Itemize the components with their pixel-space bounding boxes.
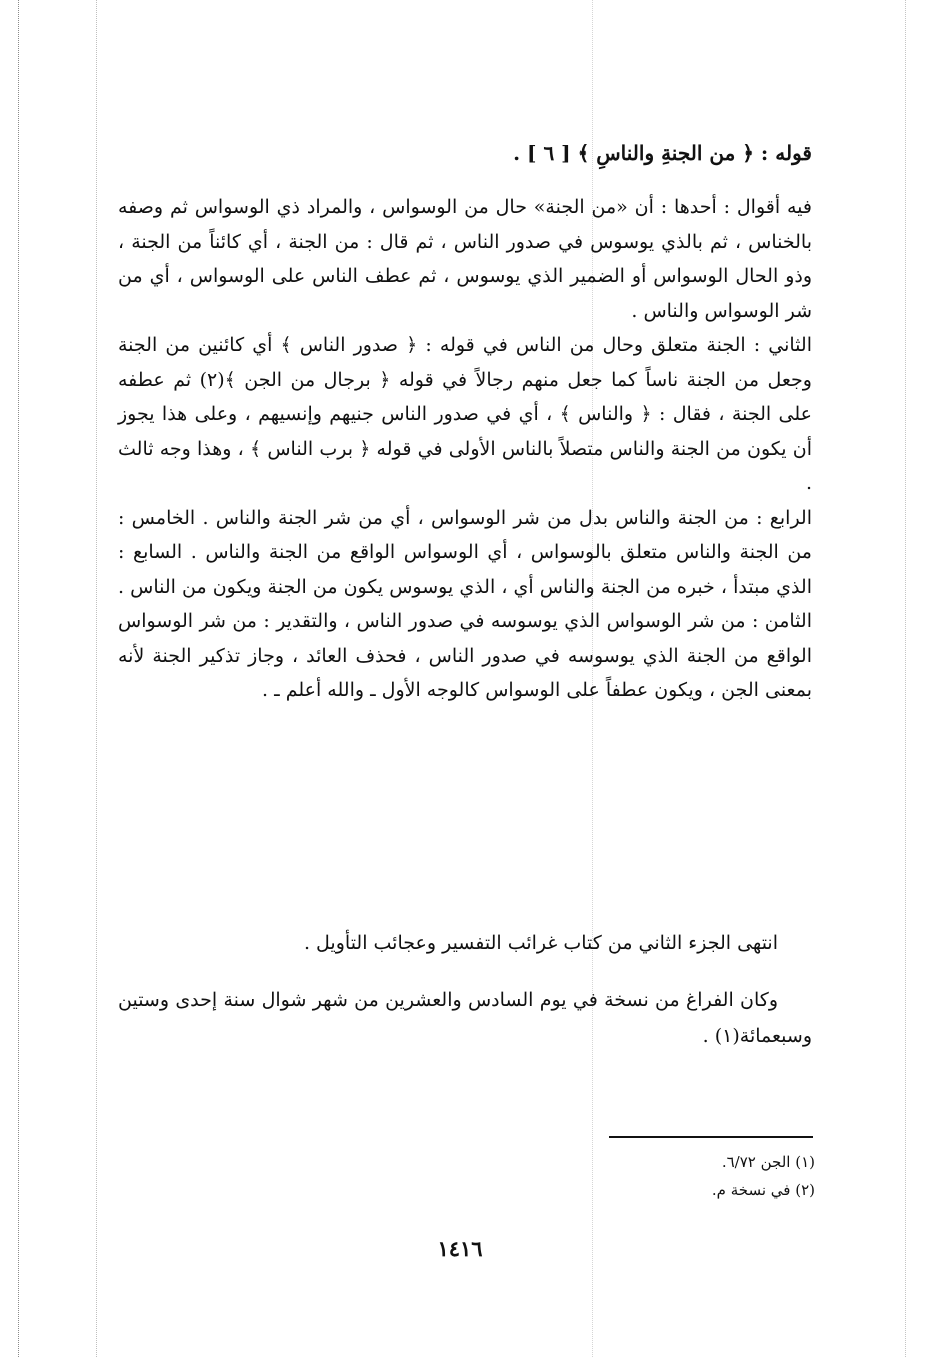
colophon: وكان الفراغ من نسخة في يوم السادس والعشرين من شهر شوال سنة إحدى وستين وسبعمائة(١) . xyxy=(118,989,812,1047)
commentary-paragraph: فيه أقوال : أحدها : أن «من الجنة» حال من الوسواس ، والمراد ذي الوسواس ثم وصفه بالخناس ، ثم بالذي يوسوس في صدور الناس ، ثم قال : من الجنة ، أي كائناً من الجنة ، وذو الحال الوسواس أو الضمير الذي يوسوس ، ثم عطف الناس على الوسواس ، أي من شر الوسواس والناس . xyxy=(118,196,812,322)
page-number: ١٤١٦ xyxy=(437,1236,483,1261)
footnote: (١) الجن ٦/٧٢. xyxy=(721,1153,815,1171)
scan-edge-line xyxy=(18,0,19,1357)
footnote: (٢) في نسخة م. xyxy=(711,1181,815,1199)
footnotes xyxy=(540,1148,815,1204)
scan-edge-line xyxy=(905,0,906,1357)
commentary-paragraph: الثاني : الجنة متعلق وحال من الناس في قوله : ﴿ صدور الناس ﴾ أي كائنين من الجنة وجعل من الجنة ناساً كما جعل منهم رجالاً في قوله ﴿ برجال من الجن ﴾(٢) ثم عطفه على الجنة ، فقال : ﴿ والناس ﴾ ، أي في صدور الناس جنيهم وإنسيهم ، وعلى هذا يجوز أن يكون من الجنة والناس متصلاً بالناس الأولى في قوله ﴿ برب الناس ﴾ ، وهذا وجه ثالث . xyxy=(118,334,812,494)
footnote-divider xyxy=(609,1136,813,1138)
scan-edge-line xyxy=(96,0,97,1357)
closing-note: انتهى الجزء الثاني من كتاب غرائب التفسير وعجائب التأويل . xyxy=(303,932,778,954)
verse-heading: قوله : ﴿ من الجنةِ والناسِ ﴾ [ ٦ ] . xyxy=(513,141,812,165)
commentary-body xyxy=(118,190,812,708)
commentary-paragraph: الرابع : من الجنة والناس بدل من شر الوسواس ، أي من شر الجنة والناس . الخامس : من الجنة والناس متعلق بالوسواس ، أي الوسواس الواقع من الجنة والناس . السابع : الذي مبتدأ ، خبره من الجنة والناس أي ، الذي يوسوس يكون من الجنة ويكون من الناس . الثامن : من شر الوسواس الذي يوسوسه في صدور الناس ، والتقدير : من شر الوسواس الواقع من الجنة الذي يوسوسه في صدور الناس ، فحذف العائد ، وجاز تذكير الجنة لأنه بمعنى الجن ، ويكون عطفاً على الوسواس كالوجه الأول ـ والله أعلم ـ . xyxy=(118,506,812,701)
